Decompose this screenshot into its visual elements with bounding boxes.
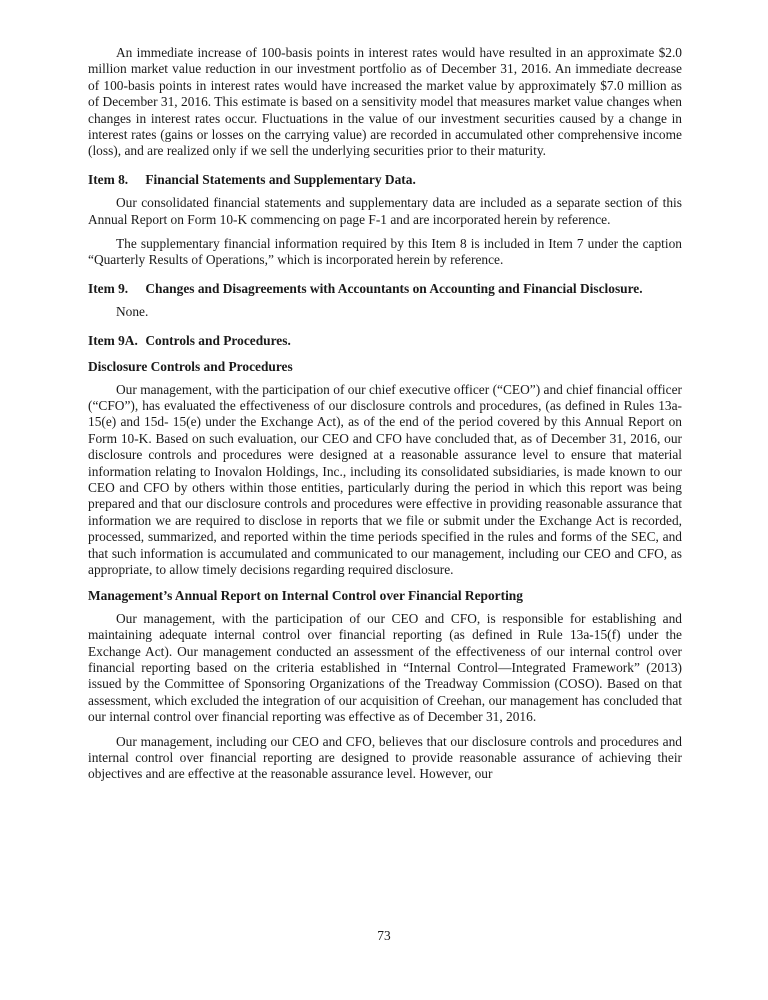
management-report-heading: Management’s Annual Report on Internal Control over Financial Reporting <box>88 588 523 604</box>
page-number: 73 <box>377 928 391 943</box>
item-8-heading <box>88 172 682 188</box>
paragraph-management-assurance: Our management, including our CEO and CFO, believes that our disclosure controls and procedures and internal control over financial reporting are designed to provide reasonable assurance of achieving their objectives and are effective at the reasonable assurance level. However, our <box>88 733 682 782</box>
paragraph-item-8-financial-statements: Our consolidated financial statements and supplementary data are included as a separate section of this Annual Report on Form 10-K commencing on page F-1 and are incorporated herein by reference. <box>88 195 682 227</box>
item-9-heading <box>88 281 682 297</box>
item-9-title: Changes and Disagreements with Accountants on Accounting and Financial Disclosure. <box>145 280 643 296</box>
disclosure-controls-heading: Disclosure Controls and Procedures <box>88 359 293 375</box>
item-9-number: Item 9. <box>88 280 129 296</box>
document-page <box>88 45 682 791</box>
item-9a-number: Item 9A. <box>88 332 138 348</box>
paragraph-item-8-supplementary: The supplementary financial information required by this Item 8 is included in Item 7 under the caption “Quarterly Results of Operations,” which is incorporated herein by reference. <box>88 236 682 268</box>
item-8-title: Financial Statements and Supplementary Data. <box>145 171 416 187</box>
item-8-number: Item 8. <box>88 171 129 187</box>
item-9a-title: Controls and Procedures. <box>145 332 291 348</box>
paragraph-item-9-none: None. <box>116 304 149 320</box>
paragraph-disclosure-controls: Our management, with the participation of our chief executive officer (“CEO”) and chief financial officer (“CFO”), has evaluated the effectiveness of our disclosure controls and procedures, (as defined in Rules 13a- 15(e) and 15d- 15(e) under the Exchange Act), as of the end of the period covered by this Annual Report on Form 10-K. Based on such evaluation, our CEO and CFO have concluded that, as of December 31, 2016, our disclosure controls and procedures were designed at a reasonable assurance level to ensure that material information relating to Inovalon Holdings, Inc., including its consolidated subsidiaries, is made known to our CEO and CFO by others within those entities, particularly during the period in which this report was being prepared and that our disclosure controls and procedures were effective in providing reasonable assurance that information we are required to disclose in reports that we file or submit under the Exchange Act is recorded, processed, summarized, and reported within the time periods specified in the rules and forms of the SEC, and that such information is accumulated and communicated to our management, including our CEO and CFO, as appropriate, to allow timely decisions regarding required disclosure. <box>88 381 682 577</box>
paragraph-management-report: Our management, with the participation of our CEO and CFO, is responsible for establishing and maintaining adequate internal control over financial reporting (as defined in Rule 13a-15(f) under the Exchange Act). Our management conducted an assessment of the effectiveness of our internal control over financial reporting based on the criteria established in “Internal Control—Integrated Framework” (2013) issued by the Committee of Sponsoring Organizations of the Treadway Commission (COSO). Based on that assessment, which excluded the integration of our acquisition of Creehan, our management has concluded that our internal control over financial reporting was effective as of December 31, 2016. <box>88 610 682 725</box>
paragraph-interest-rate-sensitivity: An immediate increase of 100-basis points in interest rates would have resulted in an approximate $2.0 million market value reduction in our investment portfolio as of December 31, 2016. An immediate decrease of 100-basis points in interest rates would have increased the market value by approximately $7.0 million as of December 31, 2016. This estimate is based on a sensitivity model that measures market value changes when changes in interest rates occur. Fluctuations in the value of our investment securities caused by a change in interest rates (gains or losses on the carrying value) are recorded in accumulated other comprehensive income (loss), and are realized only if we sell the underlying securities prior to their maturity. <box>88 45 682 159</box>
item-9a-heading <box>88 333 682 349</box>
